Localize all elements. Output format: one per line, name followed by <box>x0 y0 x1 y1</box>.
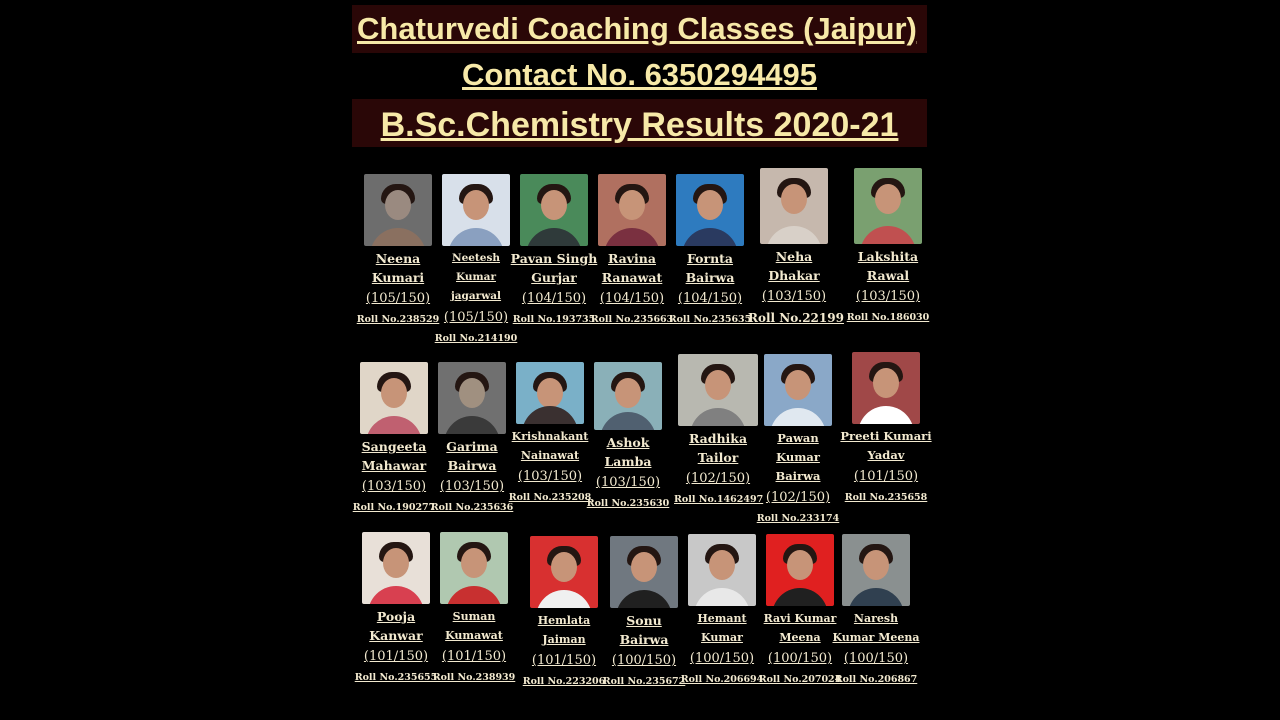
student-photo <box>364 174 432 246</box>
student-score: (103/150) <box>517 469 583 484</box>
student-card <box>510 174 598 327</box>
student-photo <box>594 362 662 430</box>
student-roll: Roll No.22199 <box>748 311 844 325</box>
student-photo <box>766 534 834 606</box>
student-score: (104/150) <box>677 291 743 306</box>
student-name: Radhika Tailor <box>688 431 748 465</box>
student-card <box>354 174 442 327</box>
student-photo <box>610 536 678 608</box>
student-photo <box>442 174 510 246</box>
student-roll: Roll No.214190 <box>434 333 518 344</box>
student-card <box>674 354 762 507</box>
student-photo <box>676 174 744 246</box>
student-photo <box>516 362 584 424</box>
student-score: (105/150) <box>443 310 509 325</box>
student-roll: Roll No.186030 <box>846 312 930 323</box>
student-roll: Roll No.235636 <box>430 502 514 513</box>
student-card <box>350 362 438 515</box>
student-card <box>588 174 676 327</box>
student-score: (103/150) <box>855 289 921 304</box>
student-card <box>432 174 520 346</box>
student-name: Krishnakant Nainawat <box>511 430 589 462</box>
institute-title: Chaturvedi Coaching Classes (Jaipur) <box>352 5 927 53</box>
student-roll: Roll No.238939 <box>432 672 516 683</box>
student-card <box>844 168 932 325</box>
student-name: Ashok Lamba <box>604 435 652 469</box>
student-roll: Roll No.233174 <box>756 513 840 524</box>
student-card <box>666 174 754 327</box>
student-score: (105/150) <box>365 291 431 306</box>
student-score: (104/150) <box>521 291 587 306</box>
student-photo <box>438 362 506 434</box>
student-score: (102/150) <box>685 471 751 486</box>
student-photo <box>854 168 922 244</box>
student-name: Neena Kumari <box>371 251 425 285</box>
student-roll: Roll No.190277 <box>352 502 436 513</box>
student-photo <box>688 534 756 606</box>
student-photo <box>760 168 828 244</box>
student-name: Naresh Kumar Meena <box>832 612 920 644</box>
student-score: (100/150) <box>689 651 755 666</box>
student-photo <box>530 536 598 608</box>
student-name: Ravi Kumar Meena <box>763 612 837 644</box>
student-name: Hemlata Jaiman <box>537 614 591 646</box>
student-name: Sonu Bairwa <box>619 613 669 647</box>
student-card <box>506 362 594 505</box>
student-score: (101/150) <box>531 653 597 668</box>
student-score: (103/150) <box>361 479 427 494</box>
student-card <box>352 532 440 685</box>
student-name: Sangeeta Mahawar <box>361 439 427 473</box>
student-roll: Roll No.193735 <box>512 314 596 325</box>
student-score: (103/150) <box>761 289 827 304</box>
student-score: (100/150) <box>767 651 833 666</box>
student-name: Garima Bairwa <box>446 439 498 473</box>
student-name: Suman Kumawat <box>445 610 503 642</box>
student-roll: Roll No.235630 <box>586 498 670 509</box>
student-photo <box>362 532 430 604</box>
student-card <box>600 536 688 689</box>
student-roll: Roll No.235655 <box>354 672 438 683</box>
student-card <box>832 534 920 687</box>
student-photo <box>852 352 920 424</box>
student-name: Pooja Kanwar <box>369 609 423 643</box>
student-roll: Roll No.206694 <box>680 674 764 685</box>
student-photo <box>360 362 428 434</box>
student-card <box>428 362 516 515</box>
student-roll: Roll No.207024 <box>758 674 842 685</box>
student-roll: Roll No.235635 <box>668 314 752 325</box>
student-roll: Roll No.235663 <box>590 314 674 325</box>
student-photo <box>440 532 508 604</box>
student-score: (103/150) <box>595 475 661 490</box>
student-photo <box>678 354 758 426</box>
student-card <box>430 532 518 685</box>
student-name: Ravina Ranawat <box>601 251 663 285</box>
student-score: (103/150) <box>439 479 505 494</box>
student-name: Fornta Bairwa <box>685 251 735 285</box>
student-photo <box>764 354 832 426</box>
student-name: Hemant Kumar <box>697 612 747 644</box>
student-name: Neha Dhakar <box>768 249 820 283</box>
student-score: (102/150) <box>765 490 831 505</box>
student-photo <box>842 534 910 606</box>
student-score: (101/150) <box>441 649 507 664</box>
student-roll: Roll No.235672 <box>602 676 686 687</box>
student-score: (100/150) <box>843 651 909 666</box>
student-card <box>678 534 766 687</box>
student-card <box>840 352 932 505</box>
student-name: Pawan Kumar Bairwa <box>775 431 821 483</box>
student-roll: Roll No.206867 <box>834 674 918 685</box>
student-card <box>520 536 608 689</box>
results-title: B.Sc.Chemistry Results 2020-21 <box>352 99 927 147</box>
student-photo <box>520 174 588 246</box>
student-roll: Roll No.235658 <box>844 492 928 503</box>
student-name: Pavan Singh Gurjar <box>510 251 598 285</box>
student-roll: Roll No.235208 <box>508 492 592 503</box>
student-name: Lakshita Rawal <box>857 249 919 283</box>
student-card <box>756 534 844 687</box>
student-roll: Roll No.223206 <box>522 676 606 687</box>
student-card <box>754 354 842 526</box>
student-card <box>584 362 672 511</box>
student-name: Preeti Kumari Yadav <box>840 429 932 462</box>
contact-number: Contact No. 6350294495 <box>462 57 817 92</box>
student-roll: Roll No.238529 <box>356 314 440 325</box>
student-score: (104/150) <box>599 291 665 306</box>
student-photo <box>598 174 666 246</box>
student-card <box>748 168 844 325</box>
student-name: Neetesh Kumar jagarwal <box>450 252 502 302</box>
student-score: (101/150) <box>853 469 919 484</box>
student-roll: Roll No.1462497 <box>674 494 764 505</box>
student-score: (101/150) <box>363 649 429 664</box>
student-score: (100/150) <box>611 653 677 668</box>
